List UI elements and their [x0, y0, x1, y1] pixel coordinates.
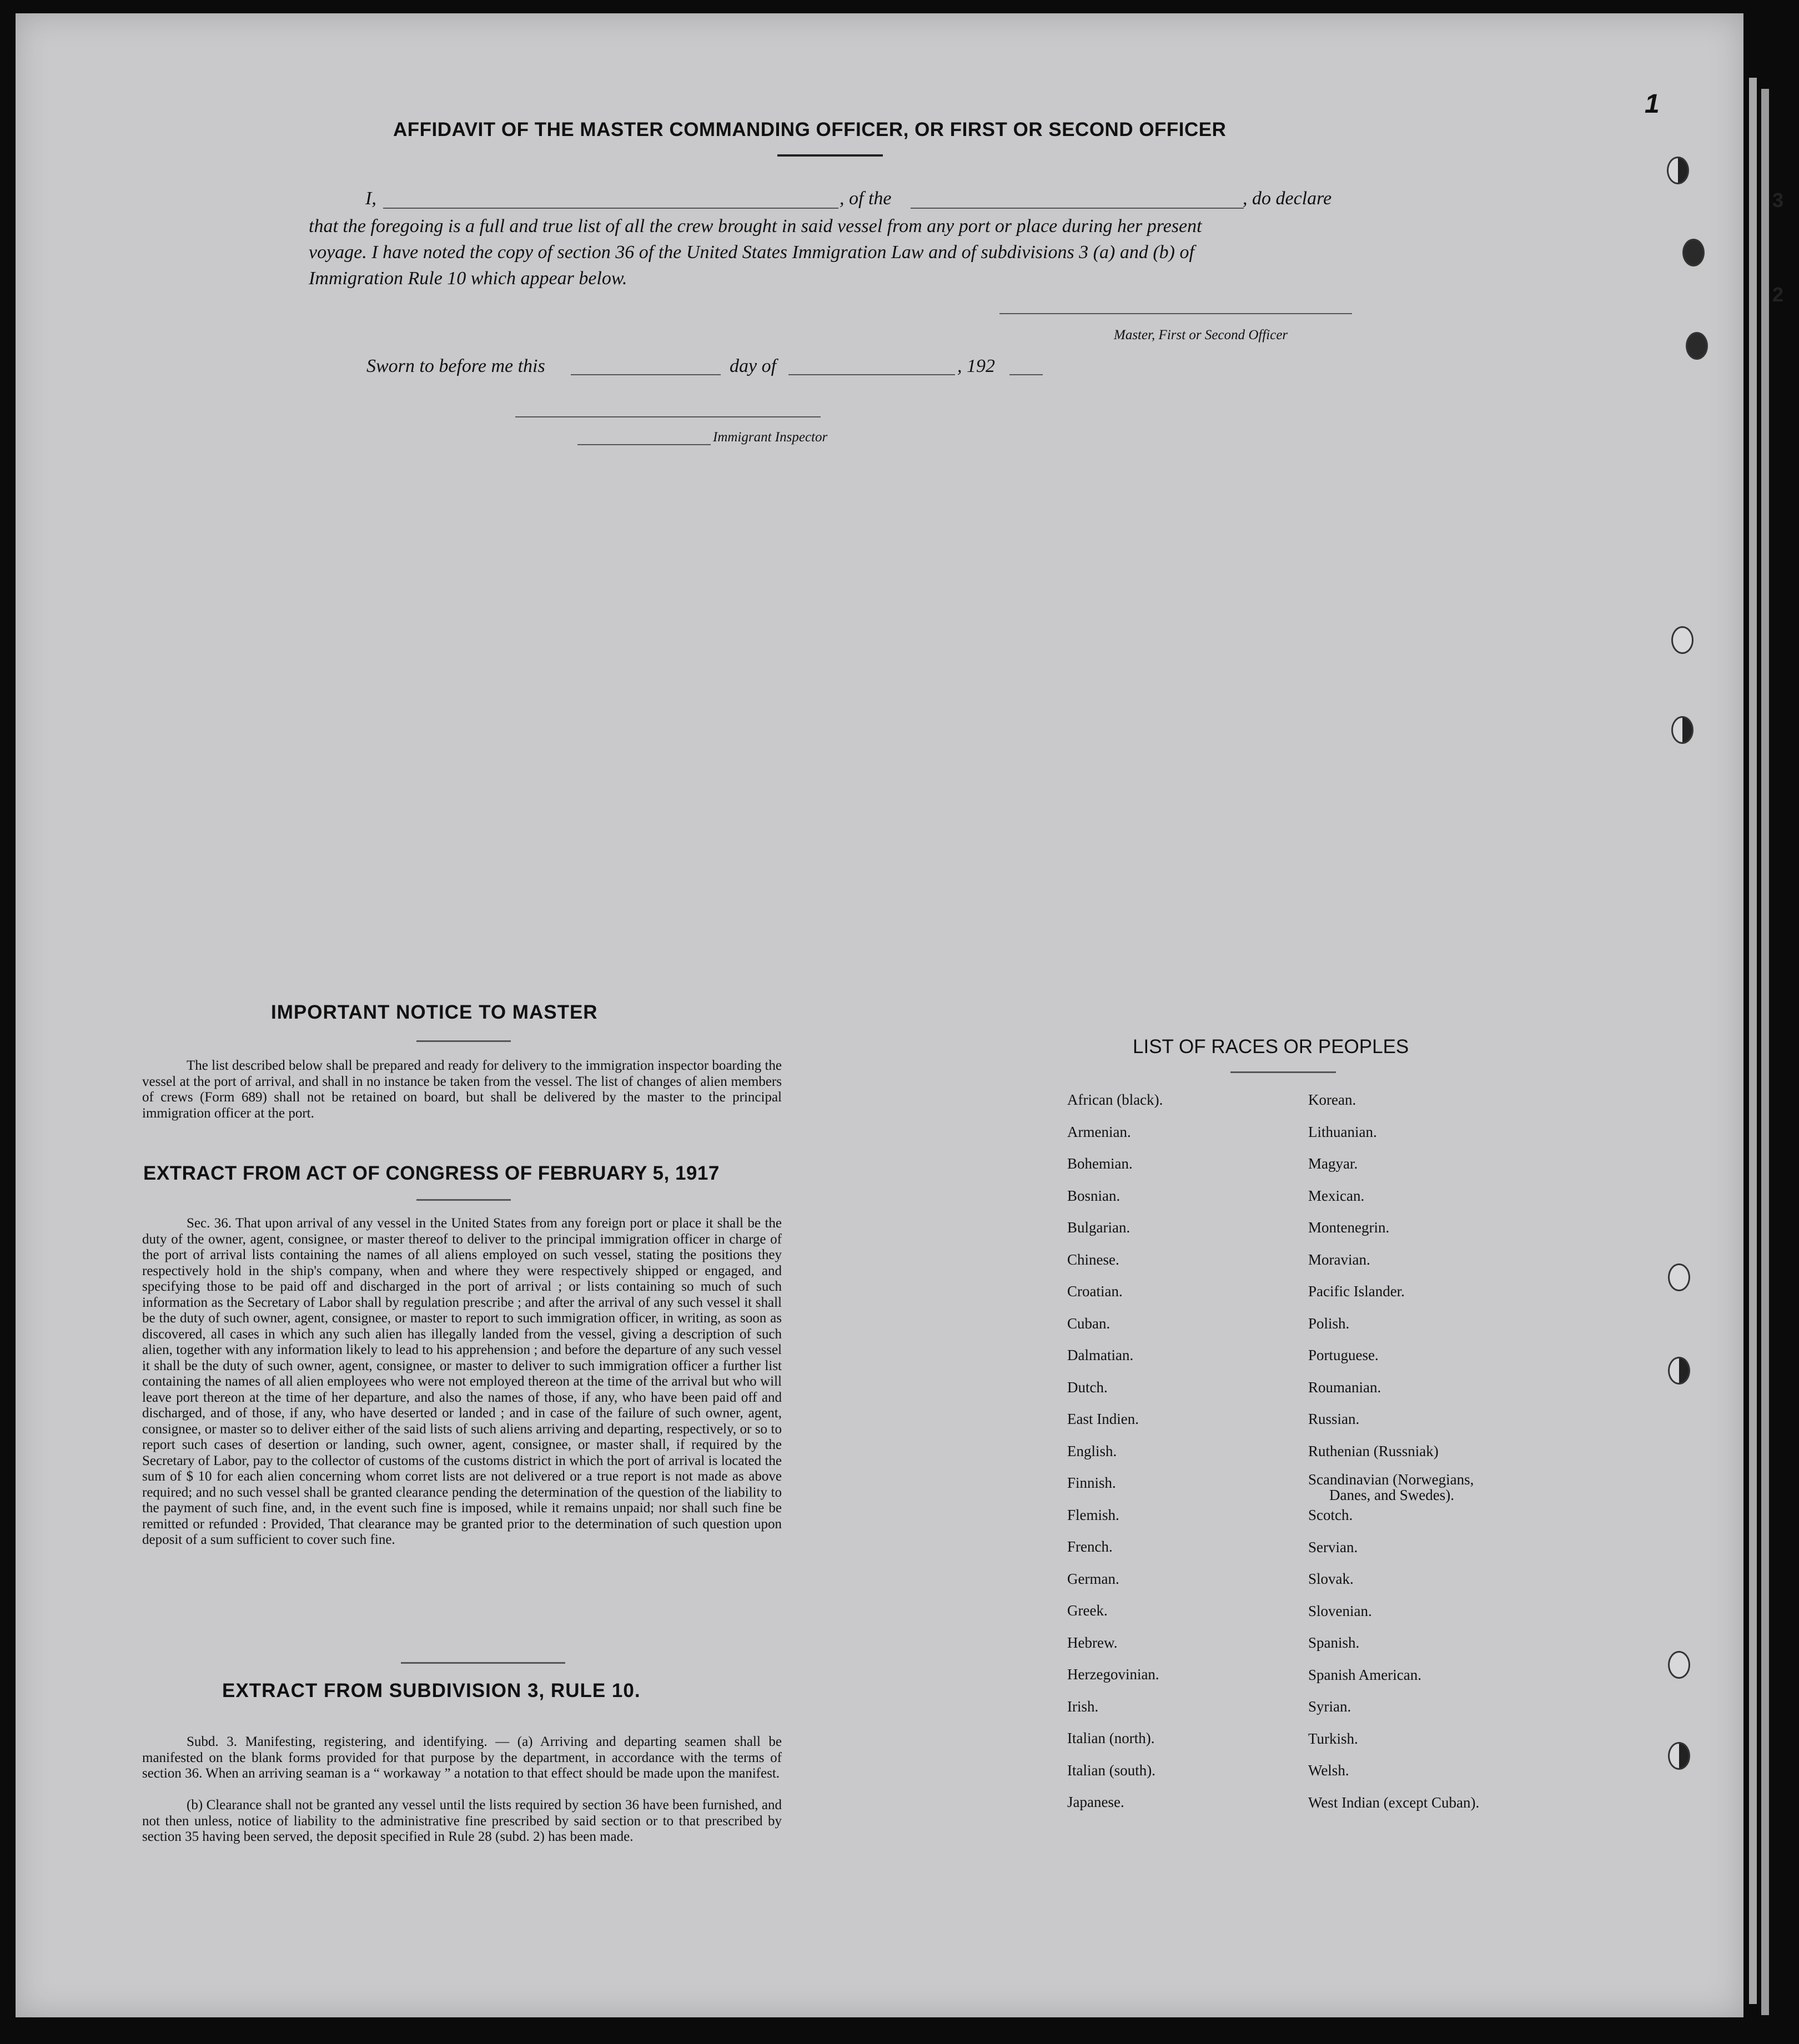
race-item: Flemish. [1067, 1506, 1119, 1523]
race-item: Bulgarian. [1067, 1219, 1130, 1236]
race-item: Dutch. [1067, 1378, 1108, 1396]
binder-hole [1668, 1651, 1690, 1679]
notice-title: IMPORTANT NOTICE TO MASTER [271, 1001, 598, 1023]
race-item: Lithuanian. [1308, 1123, 1377, 1140]
race-item: Dalmatian. [1067, 1347, 1134, 1363]
race-item: Danes, and Swedes). [1329, 1487, 1454, 1503]
race-item: Montenegrin. [1308, 1219, 1390, 1236]
race-item: Japanese. [1067, 1794, 1124, 1810]
races-title: LIST OF RACES OR PEOPLES [1133, 1036, 1409, 1058]
year-field[interactable] [1009, 374, 1043, 375]
sworn-text: Sworn to before me this [366, 356, 545, 376]
inspector-label: Immigrant Inspector [713, 430, 828, 445]
race-item: West Indian (except Cuban). [1308, 1794, 1480, 1811]
rule-title: EXTRACT FROM SUBDIVISION 3, RULE 10. [222, 1680, 641, 1701]
race-item: Herzegovinian. [1067, 1666, 1159, 1683]
binder-hole [1686, 332, 1708, 360]
race-item: Turkish. [1308, 1730, 1358, 1747]
declaration-line: that the foregoing is a full and true list of all the crew brought in said vessel from any port or place during her present [309, 216, 1202, 236]
binder-hole [1671, 626, 1694, 654]
notice-rule [416, 1040, 511, 1042]
vessel-field[interactable] [911, 208, 1244, 209]
race-item: Italian (south). [1067, 1761, 1155, 1779]
race-item: Mexican. [1308, 1187, 1365, 1204]
race-item: Korean. [1308, 1091, 1356, 1108]
race-item: Syrian. [1308, 1698, 1351, 1715]
race-item: Spanish. [1308, 1634, 1360, 1651]
declaration-of-the: , of the [840, 188, 892, 209]
inspector-underline [577, 444, 711, 445]
page-mark: 3 [1772, 189, 1784, 212]
act-rule [416, 1199, 511, 1201]
race-item: Slovak. [1308, 1570, 1354, 1587]
race-item: Russian. [1308, 1411, 1360, 1427]
race-item: African (black). [1067, 1091, 1163, 1108]
page-mark: 2 [1772, 283, 1784, 306]
binder-hole [1671, 716, 1694, 744]
page-mark: 1 [1645, 89, 1660, 119]
declaration-i: I, [365, 188, 376, 209]
race-item: Armenian. [1067, 1123, 1131, 1140]
race-item: Portuguese. [1308, 1347, 1379, 1363]
race-item: Moravian. [1308, 1251, 1370, 1268]
race-item: Hebrew. [1067, 1634, 1118, 1651]
race-item: Roumanian. [1308, 1378, 1381, 1396]
binder-hole [1682, 239, 1705, 266]
master-label: Master, First or Second Officer [1114, 328, 1288, 343]
race-item: Ruthenian (Russniak) [1308, 1442, 1439, 1459]
race-item: Polish. [1308, 1315, 1350, 1332]
page-edge [1749, 78, 1757, 2004]
rule-paragraph-a: Subd. 3. Manifesting, registering, and identifying. — (a) Arriving and departing seamen shall be manifested on the blank forms provided for that purpose by the department, in accordance with the terms of section 36. When an arriving seaman is a “ workaway ” a notation to that effect should be made upon the manifest. [142, 1734, 782, 1781]
race-item: Magyar. [1308, 1155, 1358, 1172]
rule-rule [401, 1662, 565, 1664]
race-item: Irish. [1067, 1698, 1099, 1715]
race-item: English. [1067, 1442, 1117, 1459]
race-item: Pacific Islander. [1308, 1283, 1405, 1300]
year-text: , 192 [957, 356, 995, 376]
race-item: Scandinavian (Norwegians, [1308, 1471, 1474, 1488]
notice-text: The list described below shall be prepared and ready for delivery to the immigration inspector boarding the vessel at the port of arrival, and shall in no instance be taken from the vessel. The list of changes of alien members of crews (Form 689) shall not be retained on board, but shall be delivered by the master to the principal immigration officer at the port. [142, 1058, 782, 1121]
race-item: Finnish. [1067, 1474, 1116, 1491]
title-rule [777, 154, 883, 157]
affidavit-title: AFFIDAVIT OF THE MASTER COMMANDING OFFICER, OR FIRST OR SECOND OFFICER [393, 119, 1227, 140]
name-field[interactable] [383, 208, 838, 209]
race-item: Croatian. [1067, 1283, 1123, 1300]
binder-hole [1668, 1742, 1690, 1770]
races-column-1 [1067, 1084, 1163, 1819]
race-item: Bosnian. [1067, 1187, 1120, 1204]
binder-hole [1668, 1357, 1690, 1385]
inspector-signature-field[interactable] [515, 416, 821, 417]
day-of-text: day of [730, 356, 777, 376]
race-item: Spanish American. [1308, 1666, 1421, 1683]
race-item: Cuban. [1067, 1315, 1110, 1332]
binder-hole [1667, 157, 1689, 184]
races-column-2 [1308, 1084, 1479, 1819]
month-field[interactable] [788, 374, 955, 375]
day-field[interactable] [571, 374, 721, 375]
declaration-do-declare: , do declare [1243, 188, 1332, 209]
races-rule [1230, 1071, 1336, 1073]
race-item: Bohemian. [1067, 1155, 1133, 1172]
race-item: Scotch. [1308, 1507, 1353, 1523]
rule-paragraph-b: (b) Clearance shall not be granted any vessel until the lists required by section 36 have been furnished, and not then unless, notice of liability to the administrative fine prescribed by said section or to that prescribed by section 35 having been served, the deposit specified in Rule 28 (subd. 2) has been made. [142, 1798, 782, 1844]
race-item: Servian. [1308, 1538, 1358, 1555]
declaration-line: voyage. I have noted the copy of section 36 of the United States Immigration Law and of subdivisions 3 (a) and (b) of [309, 242, 1194, 263]
act-title: EXTRACT FROM ACT OF CONGRESS OF FEBRUARY 5, 1917 [143, 1162, 720, 1184]
page-edge [1761, 89, 1769, 2015]
act-text: Sec. 36. That upon arrival of any vessel in the United States from any foreign port or place it shall be the duty of the owner, agent, consignee, or master thereof to deliver to the principal immigration officer in charge of the port of arrival lists containing the names of all aliens employed on such vessel, stating the positions they respectively hold in the ship's company, when and where they were respectively shipped or engaged, and specifying those to be paid off and discharged in the port of arrival ; or lists containing so much of such information as the Secretary of Labor shall by regulation prescribe ; and after the arrival of any such vessel it shall be the duty of such owner, agent, consignee, or master to report to such immigration officer, in writing, as soon as discovered, all cases in which any such alien has illegally landed from the vessel, giving a description of such alien, together with any information likely to lead to his apprehension ; and before the departure of any such vessel it shall be the duty of such owner, agent, consignee, or master to deliver to such immigration officer a further list containing the names of all alien employees who were not employed thereon at the time of the arrival but who will leave port thereon at the time of her departure, and also the names of those, if any, who have been paid off and discharged, and of those, if any, who have deserted or landed ; and in case of the failure of such owner, agent, consignee, or master so to deliver either of the said lists of such aliens arriving and departing, respectively, or so to report such cases of desertion or landing, such owner, agent, consignee, or master shall, if required by the Secretary of Labor, pay to the collector of customs of the customs district in which the port of arrival is located the sum of $ 10 for each alien concerning whom corret lists are not delivered or a true report is not made as above required; and no such vessel shall be granted clearance pending the determination of the question of the liability to the payment of such fine, and, in the event such fine is imposed, while it remains unpaid; nor shall such fine be remitted or refunded : Provided, That clearance may be granted prior to the determination of such question upon deposit of a sum sufficient to cover such fine. [142, 1216, 782, 1547]
race-item: French. [1067, 1538, 1113, 1555]
race-item: Chinese. [1067, 1251, 1119, 1268]
race-item: Italian (north). [1067, 1730, 1155, 1746]
master-signature-field[interactable] [999, 313, 1352, 314]
race-item: Slovenian. [1308, 1602, 1372, 1619]
race-item: East Indien. [1067, 1411, 1139, 1427]
binder-hole [1668, 1263, 1690, 1291]
race-item: Greek. [1067, 1602, 1108, 1619]
race-item: German. [1067, 1570, 1119, 1587]
declaration-line: Immigration Rule 10 which appear below. [309, 268, 627, 289]
race-item: Welsh. [1308, 1762, 1349, 1779]
